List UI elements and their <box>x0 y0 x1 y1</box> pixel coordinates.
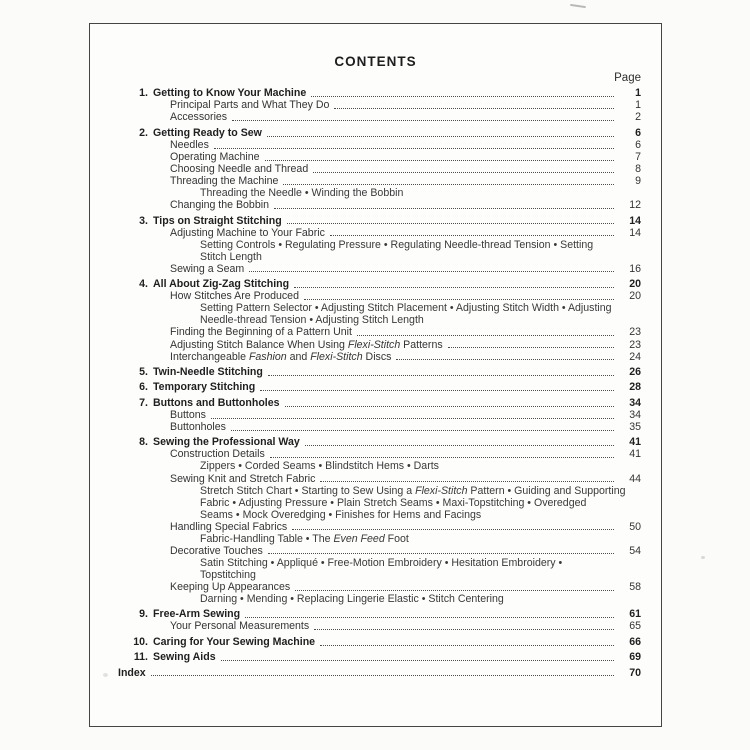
toc-row <box>90 351 661 363</box>
dot-leader <box>269 199 619 211</box>
toc-entry-title: Sewing Knit and Stretch Fabric <box>170 472 316 485</box>
toc-entry-title: Choosing Needle and Thread <box>170 163 309 176</box>
toc-row <box>90 667 661 679</box>
dot-leader <box>289 278 619 290</box>
dot-leader <box>209 139 619 151</box>
toc-row <box>90 239 661 251</box>
page-title: CONTENTS <box>334 54 417 69</box>
toc-row <box>90 421 661 433</box>
toc-entry-page: 16 <box>629 262 641 275</box>
dot-leader <box>315 636 619 648</box>
toc-row <box>90 651 661 663</box>
toc-entry-number: 5. <box>139 365 148 378</box>
toc-entry-title: Sewing the Professional Way <box>153 436 300 449</box>
dot-leader <box>309 620 619 632</box>
toc-row <box>90 290 661 302</box>
toc-entry-title: Satin Stitching • Appliqué • Free-Motion Embroidery • Hesitation Embroidery • <box>200 556 563 569</box>
toc-entry-title: Seams • Mock Overedging • Finishes for Hems and Facings <box>200 508 482 521</box>
toc-row <box>90 366 661 378</box>
toc-entry-title: Free-Arm Sewing <box>153 608 241 621</box>
toc-row <box>90 339 661 351</box>
toc-entry-title: Buttons and Buttonholes <box>153 396 280 409</box>
toc-row <box>90 227 661 239</box>
toc-entry-title: Buttons <box>170 408 206 421</box>
toc-row <box>90 397 661 409</box>
toc-entry-title: Threading the Machine <box>170 175 279 188</box>
toc-entry-page: 28 <box>629 381 641 394</box>
toc-entry-page: 23 <box>629 338 641 351</box>
dot-leader <box>240 608 619 620</box>
toc-entry-page: 34 <box>629 408 641 421</box>
toc-entry-number: 9. <box>139 608 148 621</box>
toc-row <box>90 199 661 211</box>
toc-entry-title: Fabric • Adjusting Pressure • Plain Stretch Seams • Maxi-Topstitching • Overedged <box>200 496 587 509</box>
toc-entry-title: Caring for Your Sewing Machine <box>153 635 316 648</box>
dot-leader <box>262 127 619 139</box>
toc-row <box>90 326 661 338</box>
dot-leader <box>352 326 619 338</box>
toc-row <box>90 593 661 605</box>
toc-row <box>90 521 661 533</box>
toc-entry-title: Temporary Stitching <box>153 381 256 394</box>
dot-leader <box>263 366 619 378</box>
toc-entry-page: 66 <box>629 635 641 648</box>
toc-row <box>90 545 661 557</box>
table-of-contents <box>90 87 661 678</box>
toc-row <box>90 473 661 485</box>
toc-row <box>90 99 661 111</box>
toc-row <box>90 139 661 151</box>
toc-entry-title: Stitch Length <box>200 250 262 263</box>
toc-entry-page: 61 <box>629 608 641 621</box>
toc-entry-title: Zippers • Corded Seams • Blindstitch Hems • Darts <box>200 460 439 473</box>
toc-entry-title: Tips on Straight Stitching <box>153 214 282 227</box>
dot-leader <box>265 448 619 460</box>
toc-entry-page: 6 <box>635 138 641 151</box>
toc-entry-page: 44 <box>629 472 641 485</box>
toc-entry-title: Construction Details <box>170 448 265 461</box>
toc-entry-number: 6. <box>139 381 148 394</box>
toc-row <box>90 581 661 593</box>
toc-row <box>90 151 661 163</box>
toc-row <box>90 111 661 123</box>
toc-entry-number: 3. <box>139 214 148 227</box>
dot-leader <box>325 227 619 239</box>
toc-entry-page: 54 <box>629 544 641 557</box>
toc-entry-title: Sewing Aids <box>153 651 216 664</box>
toc-entry-page: 58 <box>629 580 641 593</box>
toc-row <box>90 251 661 263</box>
toc-row <box>90 497 661 509</box>
toc-entry-number: 11. <box>133 651 148 664</box>
toc-entry-title: Topstitching <box>200 568 256 581</box>
toc-entry-title: Changing the Bobbin <box>170 199 269 212</box>
dot-leader <box>315 473 619 485</box>
toc-entry-title: Principal Parts and What They Do <box>170 99 330 112</box>
toc-entry-page: 26 <box>629 365 641 378</box>
toc-entry-page: 14 <box>629 214 641 227</box>
toc-entry-title: How Stitches Are Produced <box>170 290 299 303</box>
toc-entry-page: 41 <box>629 448 641 461</box>
toc-entry-title: Darning • Mending • Replacing Lingerie Elastic • Stitch Centering <box>200 593 504 605</box>
toc-entry-page: 65 <box>629 620 641 633</box>
dot-leader <box>308 163 619 175</box>
toc-entry-page: 8 <box>635 163 641 176</box>
toc-entry-title: Needles <box>170 138 209 151</box>
toc-entry-page: 12 <box>629 199 641 212</box>
dot-leader <box>226 421 619 433</box>
toc-row <box>90 620 661 632</box>
toc-row <box>90 608 661 620</box>
toc-row <box>90 175 661 187</box>
toc-entry-page: 6 <box>635 126 641 139</box>
toc-entry-title: Keeping Up Appearances <box>170 580 291 593</box>
toc-entry-page: 34 <box>629 396 641 409</box>
dot-leader <box>206 409 619 421</box>
toc-row <box>90 215 661 227</box>
toc-row <box>90 263 661 275</box>
dot-leader <box>300 436 619 448</box>
toc-row <box>90 569 661 581</box>
toc-row <box>90 636 661 648</box>
toc-entry-number: 1. <box>139 87 148 100</box>
toc-entry-page: 41 <box>629 436 641 449</box>
dot-leader <box>216 651 619 663</box>
toc-entry-title: Buttonholes <box>170 420 226 433</box>
dot-leader <box>329 99 619 111</box>
toc-row <box>90 448 661 460</box>
toc-entry-number: 4. <box>139 278 148 291</box>
toc-row <box>90 314 661 326</box>
toc-row <box>90 409 661 421</box>
toc-entry-page: 70 <box>629 666 641 679</box>
toc-entry-number: 8. <box>139 436 148 449</box>
toc-row <box>90 436 661 448</box>
toc-entry-title: All About Zig-Zag Stitching <box>153 278 290 291</box>
toc-entry-title: Handling Special Fabrics <box>170 520 288 533</box>
toc-entry-page: 23 <box>629 326 641 339</box>
toc-entry-page: 20 <box>629 290 641 303</box>
toc-row <box>90 127 661 139</box>
toc-entry-title: Your Personal Measurements <box>170 620 310 633</box>
toc-entry-title: Adjusting Stitch Balance When Using Flexi-Stitch Patterns <box>170 338 443 351</box>
toc-entry-title: Accessories <box>170 111 228 124</box>
dot-leader <box>391 351 619 363</box>
dot-leader <box>287 521 619 533</box>
toc-entry-title: Stretch Stitch Chart • Starting to Sew Using a Flexi-Stitch Pattern • Guiding and Supporting <box>200 484 626 497</box>
dot-leader <box>282 215 619 227</box>
toc-entry-page: 50 <box>629 520 641 533</box>
toc-entry-title: Setting Pattern Selector • Adjusting Stitch Placement • Adjusting Stitch Width • Adjusting <box>200 302 612 315</box>
toc-entry-page: 1 <box>635 87 641 100</box>
toc-entry-number: 7. <box>139 396 148 409</box>
toc-entry-title: Interchangeable Fashion and Flexi-Stitch Discs <box>170 350 392 363</box>
toc-entry-page: 2 <box>635 111 641 124</box>
dot-leader <box>263 545 619 557</box>
scan-smudge <box>570 4 586 8</box>
toc-entry-page: 20 <box>629 278 641 291</box>
dot-leader <box>146 667 619 679</box>
toc-entry-title: Index <box>118 666 146 679</box>
toc-row <box>90 485 661 497</box>
toc-entry-title: Twin-Needle Stitching <box>153 365 263 378</box>
toc-entry-page: 9 <box>635 175 641 188</box>
toc-entry-title: Decorative Touches <box>170 544 263 557</box>
toc-row <box>90 187 661 199</box>
toc-entry-number: 2. <box>139 126 148 139</box>
toc-row <box>90 509 661 521</box>
toc-row <box>90 557 661 569</box>
dot-leader <box>443 339 619 351</box>
toc-entry-title: Finding the Beginning of a Pattern Unit <box>170 326 352 339</box>
toc-entry-title: Setting Controls • Regulating Pressure • Regulating Needle-thread Tension • Setting <box>200 238 594 251</box>
toc-entry-title: Sewing a Seam <box>170 262 245 275</box>
toc-entry-page: 69 <box>629 651 641 664</box>
dot-leader <box>280 397 619 409</box>
scan-speck <box>701 556 705 559</box>
dot-leader <box>260 151 619 163</box>
toc-entry-title: Adjusting Machine to Your Fabric <box>170 226 325 239</box>
toc-entry-page: 24 <box>629 350 641 363</box>
toc-row <box>90 87 661 99</box>
dot-leader <box>290 581 619 593</box>
toc-row <box>90 381 661 393</box>
toc-entry-title: Getting to Know Your Machine <box>153 87 307 100</box>
toc-entry-title: Threading the Needle • Winding the Bobbin <box>200 187 404 200</box>
toc-row <box>90 278 661 290</box>
dot-leader <box>227 111 619 123</box>
toc-entry-page: 1 <box>635 99 641 112</box>
dot-leader <box>306 87 619 99</box>
toc-entry-title: Getting Ready to Sew <box>153 126 262 139</box>
toc-row <box>90 460 661 472</box>
toc-entry-page: 14 <box>629 226 641 239</box>
dot-leader <box>299 290 619 302</box>
toc-row <box>90 302 661 314</box>
toc-entry-title: Operating Machine <box>170 151 260 164</box>
toc-row <box>90 533 661 545</box>
toc-entry-title: Fabric-Handling Table • The Even Feed Foot <box>200 532 409 545</box>
toc-entry-title: Needle-thread Tension • Adjusting Stitch Length <box>200 314 424 327</box>
toc-entry-number: 10. <box>133 635 148 648</box>
toc-row <box>90 163 661 175</box>
toc-entry-page: 35 <box>629 420 641 433</box>
toc-entry-page: 7 <box>635 151 641 164</box>
manual-page <box>89 23 662 727</box>
dot-leader <box>255 381 619 393</box>
page-column-label: Page <box>614 72 641 84</box>
dot-leader <box>244 263 619 275</box>
dot-leader <box>278 175 619 187</box>
